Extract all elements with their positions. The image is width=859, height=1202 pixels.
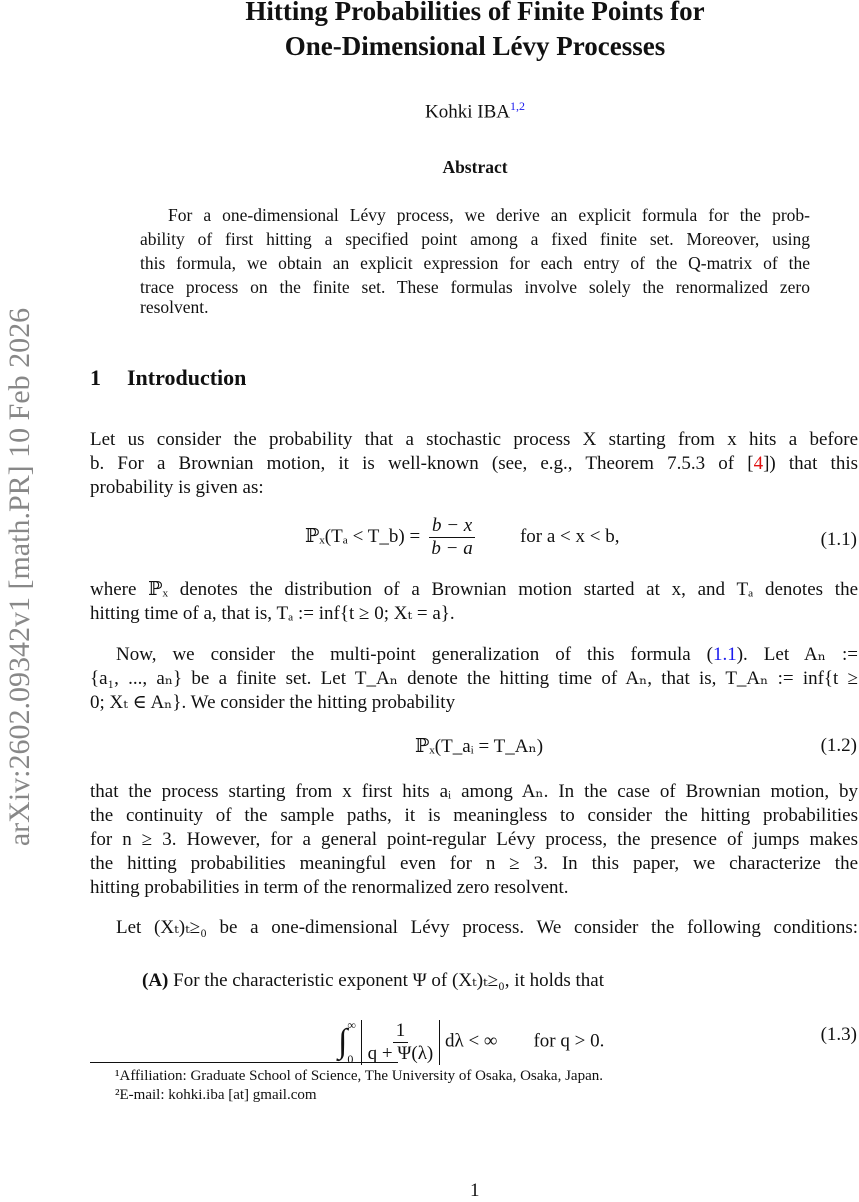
footnote-1: ¹Affiliation: Graduate School of Science, The University of Osaka, Osaka, Japan. — [115, 1068, 603, 1084]
author-affiliation-links[interactable]: 1,2 — [509, 99, 525, 113]
text-segment: b. For a Brownian motion, it is well-known (see, e.g., Theorem 7.5.3 of [ — [90, 453, 754, 474]
text-line: Let (Xₜ)ₜ≥₀ be a one-dimensional Lévy process. We consider the following conditions: — [116, 917, 858, 938]
equation-label: (1.2) — [820, 735, 857, 756]
equation-lhs: ℙₓ(Tₐ < T_b) = — [305, 525, 421, 547]
condition-text: For the characteristic exponent Ψ of (Xₜ)ₜ≥₀, it holds that — [173, 970, 605, 991]
text-line: Let us consider the probability that a stochastic process X starting from x hits a before — [90, 429, 858, 450]
abstract-line: For a one-dimensional Lévy process, we derive an explicit formula for the prob- — [168, 205, 810, 225]
text-segment: ). Let Aₙ := — [736, 644, 858, 665]
upper-limit: ∞ — [347, 1018, 356, 1032]
text-line: for n ≥ 3. However, for a general point-regular Lévy process, the presence of jumps makes — [90, 829, 858, 850]
text-line: {a₁, ..., aₙ} be a finite set. Let T_Aₙ denote the hitting time of Aₙ, that is, T_Aₙ := inf{t ≥ — [90, 668, 858, 689]
absolute-value — [361, 1020, 441, 1065]
section-heading — [90, 365, 246, 391]
text-line: the continuity of the sample paths, it is meaningless to consider the hitting probabilities — [90, 805, 858, 826]
citation-link[interactable]: 4 — [753, 453, 764, 474]
abstract-heading: Abstract — [442, 157, 508, 177]
equation-label: (1.1) — [820, 529, 857, 550]
denominator: q + Ψ(λ) — [367, 1042, 434, 1064]
text-line: where ℙₓ denotes the distribution of a Brownian motion started at x, and Tₐ denotes the — [90, 579, 858, 600]
equation-ref-link[interactable]: 1.1 — [712, 644, 737, 665]
denominator: b − a — [431, 538, 473, 559]
abstract-line: trace process on the finite set. These formulas involve solely the renormalized zero — [140, 277, 810, 297]
text-segment: ]) that this — [763, 453, 858, 474]
equation-tail: dλ < ∞ — [445, 1030, 498, 1052]
text-line: hitting time of a, that is, Tₐ := inf{t ≥ 0; Xₜ = a}. — [90, 603, 455, 624]
integral-sign: ∫ — [338, 1023, 348, 1060]
section-title: Introduction — [127, 365, 247, 390]
text-line: the hitting probabilities meaningful even for n ≥ 3. In this paper, we characterize the — [90, 853, 858, 874]
equation-condition: for a < x < b, — [519, 525, 620, 547]
text-line — [90, 643, 858, 667]
text-line: that the process starting from x first hits aᵢ among Aₙ. In the case of Brownian motion, by — [90, 781, 858, 802]
paper-title-line2: One-Dimensional Lévy Processes — [284, 31, 666, 61]
numerator: b − x — [429, 515, 475, 538]
footnote-2: ²E-mail: kohki.iba [at] gmail.com — [115, 1087, 317, 1103]
equation-label: (1.3) — [820, 1024, 857, 1045]
text-line: probability is given as: — [90, 477, 264, 498]
footnote-rule — [90, 1062, 398, 1063]
text-segment: Now, we consider the multi-point generalization of this formula ( — [116, 644, 713, 665]
abstract-line: ability of first hitting a specified point among a fixed finite set. Moreover, using — [140, 229, 810, 249]
page-number: 1 — [470, 1180, 480, 1201]
text-line: 0; Xₜ ∈ Aₙ}. We consider the hitting probability — [90, 692, 456, 713]
equation-1-2: ℙₓ(T_aᵢ = T_Aₙ) — [415, 736, 544, 757]
abstract-line: resolvent. — [140, 297, 209, 317]
fraction — [429, 515, 475, 560]
equation-1-1 — [305, 515, 620, 560]
paper-title-line1: Hitting Probabilities of Finite Points for — [245, 0, 705, 26]
arxiv-stamp: arXiv:2602.09342v1 [math.PR] 10 Feb 2026 — [3, 307, 36, 847]
author — [0, 99, 859, 123]
fraction — [368, 1020, 434, 1065]
text-line: hitting probabilities in term of the renormalized zero resolvent. — [90, 877, 569, 898]
condition-label: (A) — [142, 970, 169, 991]
abstract-line: this formula, we obtain an explicit expression for each entry of the Q-matrix of the — [140, 253, 810, 273]
condition-a — [142, 969, 604, 992]
author-name: Kohki IBA — [425, 101, 510, 123]
equation-1-3 — [338, 1008, 604, 1076]
numerator: 1 — [393, 1020, 409, 1043]
text-line — [90, 452, 858, 476]
equation-condition: for q > 0. — [533, 1030, 605, 1052]
section-number: 1 — [90, 365, 101, 390]
lower-limit: 0 — [347, 1052, 354, 1066]
